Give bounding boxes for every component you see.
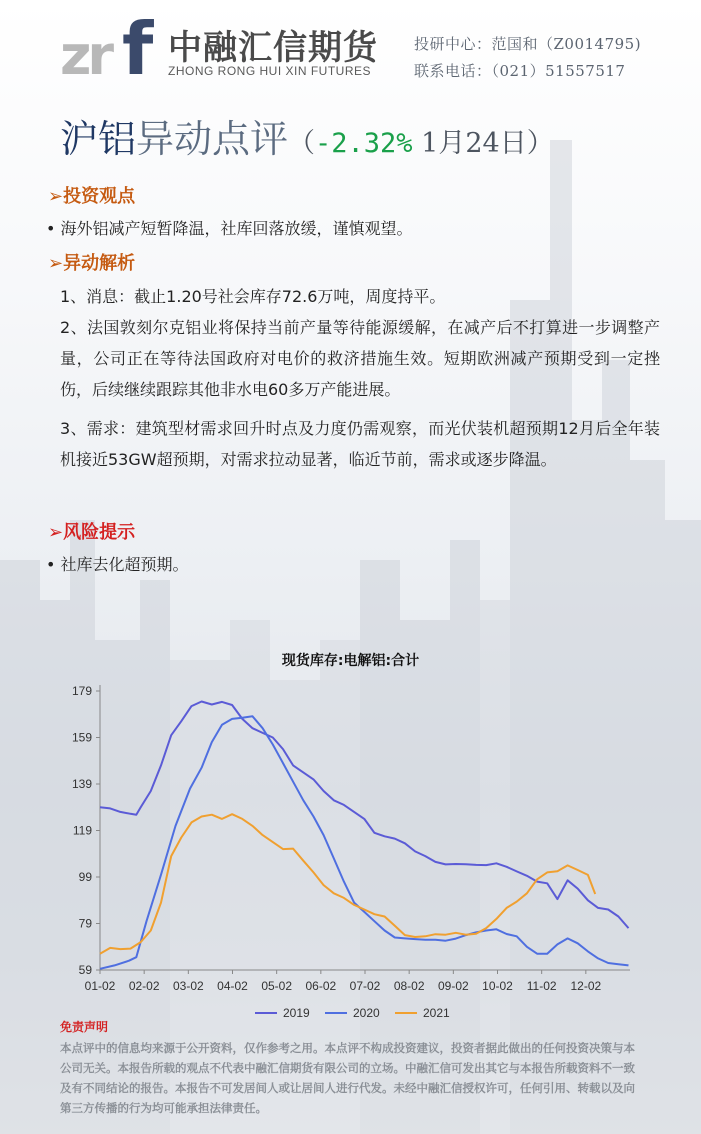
x-tick-label: 11-02 — [526, 979, 557, 993]
analysis-paragraph-2: 2、法国敦刻尔克铝业将保持当前产量等待能源缓解，在减产后不打算进一步调整产量，公司正在等待法国政府对电价的救济措施生效。短期欧洲减产预期受到一定挫伤，后续继续跟踪其他非水电60多万产能进展。 — [60, 318, 660, 399]
chart-series — [100, 702, 629, 969]
arrow-icon: ➢ — [48, 522, 64, 543]
x-tick-label: 08-02 — [393, 979, 425, 993]
title-change-pct: -2.32% — [315, 128, 413, 159]
chart-legend — [255, 1006, 450, 1020]
y-tick-label: 99 — [78, 870, 92, 884]
company-logo-icon — [60, 12, 160, 82]
disclaimer-text: 本点评中的信息均来源于公开资料，仅作参考之用。本点评不构成投资建议，投资者据此做出的任何投资决策与本公司无关。本报告所载的观点不代表中融汇信期货有限公司的立场。中融汇信可发出其它与本报告所载资料不一致及有不同结论的报告。本报告不可发居间人或让居间人进行代发。未经中融汇信授权许可，任何引用、转载以及向第三方传播的行为均可能承担法律责任。 — [60, 1041, 635, 1115]
x-tick-label: 04-02 — [217, 979, 248, 993]
chart-axes — [72, 684, 630, 993]
report-title — [60, 108, 554, 163]
bullet-icon: • — [46, 219, 56, 238]
x-tick-label: 12-02 — [570, 979, 602, 993]
investment-view-heading: ➢投资观点 — [48, 186, 136, 207]
series-line-2021 — [100, 814, 595, 954]
research-contact: 投研中心：范国和（Z0014795) — [414, 35, 642, 53]
inventory-line-chart — [0, 640, 701, 1030]
title-topic: 异动点评 — [136, 117, 289, 161]
phone-contact: 联系电话：（021）51557517 — [414, 62, 626, 80]
x-tick-label: 03-02 — [172, 979, 204, 993]
y-tick-label: 139 — [71, 777, 92, 791]
report-header — [0, 0, 701, 100]
company-name-cn: 中融汇信期货 — [168, 28, 378, 68]
x-tick-label: 06-02 — [305, 979, 337, 993]
x-tick-label: 07-02 — [349, 979, 381, 993]
svg-text:f: f — [122, 12, 154, 82]
x-tick-label: 09-02 — [437, 979, 469, 993]
y-tick-label: 59 — [78, 963, 92, 977]
bullet-icon: • — [46, 555, 56, 574]
chart-title: 现货库存:电解铝:合计 — [281, 653, 420, 669]
risk-text: • 社库去化超预期。 — [46, 555, 189, 574]
title-commodity: 沪铝 — [60, 117, 137, 161]
y-tick-label: 119 — [72, 823, 92, 838]
arrow-icon: ➢ — [48, 253, 64, 274]
x-tick-label: 02-02 — [128, 979, 160, 993]
company-name-en: ZHONG RONG HUI XIN FUTURES — [168, 64, 372, 78]
legend-label-2020: 2020 — [353, 1006, 380, 1020]
title-date: 1月24日 — [412, 128, 527, 159]
x-tick-label: 10-02 — [482, 979, 513, 993]
arrow-icon: ➢ — [48, 186, 64, 207]
title-paren-open: （ — [288, 128, 316, 159]
analysis-heading: ➢异动解析 — [48, 253, 136, 274]
y-tick-label: 179 — [71, 684, 92, 698]
risk-heading: ➢风险提示 — [48, 522, 136, 543]
x-tick-label: 05-02 — [261, 979, 293, 993]
investment-view-text: • 海外铝减产短暂降温，社库回落放缓，谨慎观望。 — [46, 219, 413, 238]
legend-label-2021: 2021 — [423, 1006, 450, 1020]
y-tick-label: 79 — [78, 916, 92, 931]
y-tick-label: 159 — [71, 730, 92, 745]
x-tick-label: 01-02 — [84, 979, 116, 993]
title-paren-close: ） — [526, 128, 554, 159]
analysis-paragraph-1: 1、消息：截止1.20号社会库存72.6万吨，周度持平。 — [60, 287, 446, 306]
analysis-paragraph-3: 3、需求：建筑型材需求回升时点及力度仍需观察，而光伏装机超预期12月后全年装机接近53GW超预期，对需求拉动显著，临近节前，需求或逐步降温。 — [60, 419, 660, 469]
svg-text:zr: zr — [60, 24, 111, 82]
disclaimer-heading: 免责声明 — [60, 1020, 109, 1034]
legend-label-2019: 2019 — [283, 1006, 310, 1020]
